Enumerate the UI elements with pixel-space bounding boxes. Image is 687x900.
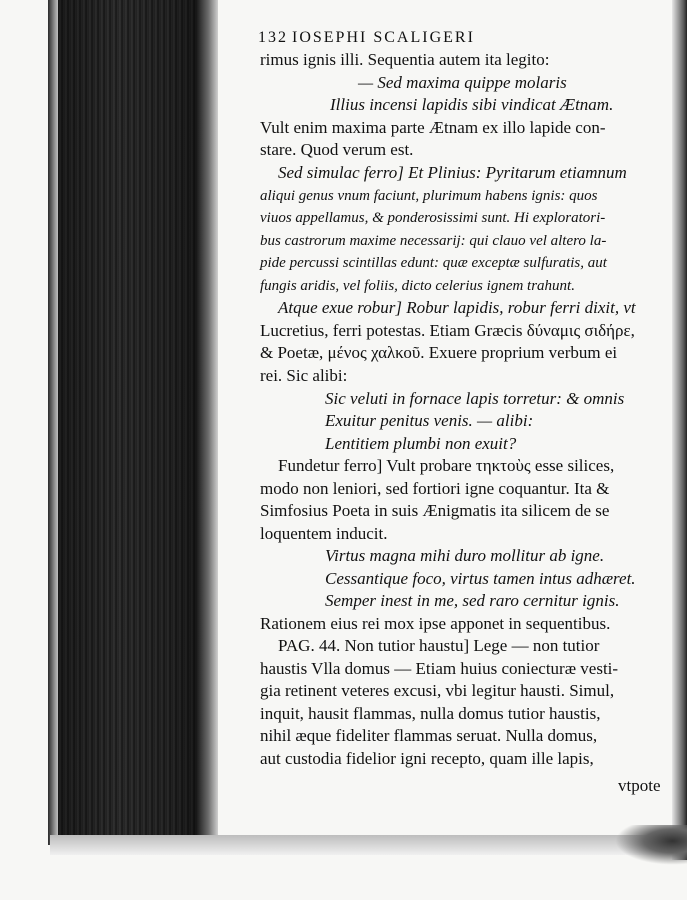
verse-line: Illius incensi lapidis sibi vindicat Ætnam. — [330, 95, 614, 114]
text-line: nihil æque fideliter flammas seruat. Nulla domus, — [260, 726, 598, 745]
text-line: inquit, hausit flammas, nulla domus tutior haustis, — [260, 704, 601, 723]
text-line: Vult enim maxima parte Ætnam ex illo lapide con- — [260, 118, 606, 137]
text-line: Lucretius, ferri potestas. Etiam Græcis δύναμις σιδήρε, — [260, 321, 635, 340]
text-line: viuos appellamus, & ponderosissimi sunt. Hi exploratori- — [260, 210, 606, 226]
text-line: rei. Sic alibi: — [260, 366, 348, 385]
text-line: stare. Quod verum est. — [260, 140, 414, 159]
text-line: aliqui genus vnum faciunt, plurimum habens ignis: quos — [260, 188, 598, 204]
text-line: bus castrorum maxime necessarij: qui clauo vel altero la- — [260, 233, 607, 249]
verse-line: Semper inest in me, sed raro cernitur ignis. — [325, 591, 620, 610]
verse-line: Cessantique foco, virtus tamen intus adhæret. — [325, 569, 636, 588]
text-line: Fundetur ferro] Vult probare τηκτοὺς esse silices, — [278, 456, 615, 475]
text-line: fungis aridis, vel foliis, dicto celerius ignem trahunt. — [260, 278, 575, 294]
text-line: Atque exue robur] Robur lapidis, robur ferri dixit, vt — [278, 298, 636, 317]
verse-line: Sic veluti in fornace lapis torretur: & omnis — [325, 389, 625, 408]
verse-line: Lentitiem plumbi non exuit? — [325, 434, 517, 453]
verse-line: Virtus magna mihi duro mollitur ab igne. — [325, 546, 605, 565]
catchword: vtpote — [618, 776, 661, 795]
verse-line: — Sed maxima quippe molaris — [358, 73, 567, 92]
text-line: loquentem inducit. — [260, 524, 388, 543]
text-line: rimus ignis illi. Sequentia autem ita legito: — [260, 50, 550, 69]
text-line: aut custodia fidelior igni recepto, quam ille lapis, — [260, 749, 594, 768]
text-line: pide percussi scintillas edunt: quæ exceptæ sulfuratis, aut — [260, 255, 607, 271]
page-number: 132 — [258, 29, 288, 46]
text-line: modo non leniori, sed fortiori igne coquantur. Ita & — [260, 479, 610, 498]
text-line: PAG. 44. Non tutior haustu] Lege — non tutior — [278, 636, 600, 655]
text-line: Rationem eius rei mox ipse apponet in sequentibus. — [260, 614, 611, 633]
text-line: & Poetæ, μένος χαλκοῦ. Exuere proprium verbum ei — [260, 343, 618, 362]
verse-line: Exuitur penitus venis. — alibi: — [325, 411, 534, 430]
text-line: haustis Vlla domus — Etiam huius coniecturæ vesti- — [260, 659, 619, 678]
running-head: IOSEPHI SCALIGERI — [292, 29, 475, 46]
text-line: Sed simulac ferro] Et Plinius: Pyritarum etiamnum — [278, 163, 627, 182]
text-line: Simfosius Poeta in suis Ænigmatis ita silicem de se — [260, 501, 610, 520]
text-line: gia retinent veteres excusi, vbi legitur hausti. Simul, — [260, 681, 615, 700]
